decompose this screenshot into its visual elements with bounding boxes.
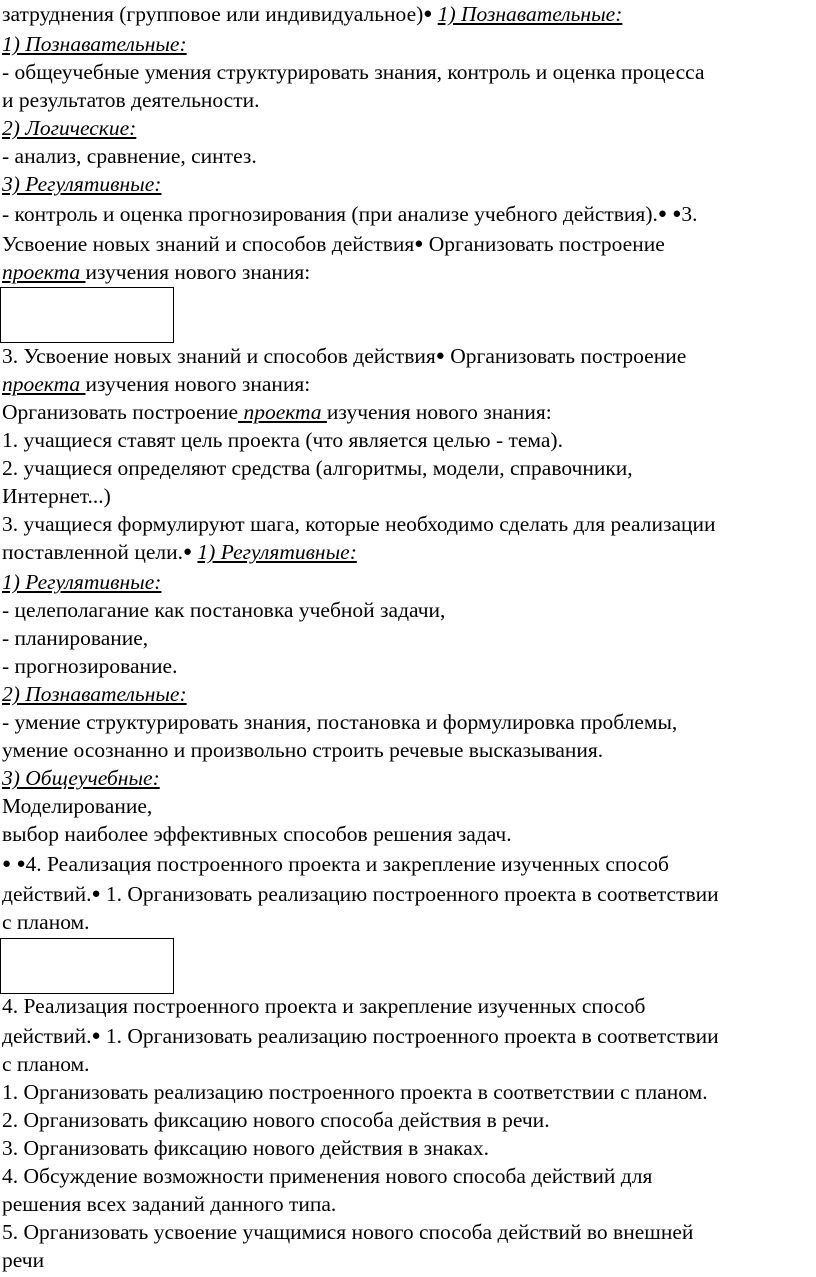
bullet-icon: ●: [182, 544, 193, 560]
section-heading: 3) Общеучебные:: [2, 766, 160, 790]
text-line: - целеполагание как постановка учебной задачи,: [2, 598, 446, 622]
text-line: 4. Обсуждение возможности применения нового способа действий для: [2, 1164, 653, 1188]
text-line: [2, 0, 622, 31]
text-line: и результатов деятельности.: [2, 88, 260, 112]
text-segment: Организовать построение: [2, 400, 239, 424]
text-line: - прогнозирование.: [2, 654, 178, 678]
text-line: Интернет...): [2, 484, 111, 508]
text-segment: поставленной цели.: [2, 540, 183, 564]
bullet-icon: ●: [435, 348, 445, 364]
bullet-icon: ●: [2, 856, 12, 872]
text-segment: 4. Реализация построенного проекта и закрепление изученных способ: [25, 852, 669, 876]
text-line: речи: [2, 1248, 45, 1272]
text-segment: изучения нового знания:: [326, 400, 552, 424]
text-line: - планирование,: [2, 626, 149, 650]
section-heading: 2) Познавательные:: [2, 682, 187, 706]
text-line: [2, 880, 719, 911]
text-line: Моделирование,: [2, 794, 153, 818]
text-line: умение осознанно и произвольно строить речевые высказывания.: [2, 738, 604, 762]
bullet-icon: ●: [423, 6, 433, 22]
text-segment: изучения нового знания:: [85, 372, 311, 396]
section-heading: 1) Познавательные:: [2, 32, 187, 56]
text-line: 2. Организовать фиксацию нового способа действия в речи.: [2, 1108, 550, 1132]
text-segment: действий.: [2, 1024, 92, 1048]
text-line: 2. учащиеся определяют средства (алгоритмы, модели, справочники,: [2, 456, 633, 480]
bullet-icon: ●: [16, 856, 26, 872]
bullet-icon: ●: [91, 886, 101, 902]
text-segment: Организовать построение: [428, 232, 665, 256]
text-segment: 1. Организовать реализацию построенного проекта в соответствии: [100, 1024, 719, 1048]
bullet-icon: ●: [91, 1028, 101, 1044]
text-line: 4. Реализация построенного проекта и закрепление изученных способ: [2, 994, 646, 1018]
text-line: [2, 258, 310, 286]
section-heading: 1) Регулятивные:: [197, 540, 357, 564]
text-line: [2, 370, 310, 398]
text-line: [2, 538, 357, 569]
text-line: [2, 230, 665, 261]
emphasis-text: проекта: [238, 400, 327, 424]
text-segment: - контроль и оценка прогнозирования (при анализе учебного действия).: [2, 202, 658, 226]
text-line: 3. Организовать фиксацию нового действия в знаках.: [2, 1136, 489, 1160]
empty-frame: [0, 287, 174, 343]
bullet-icon: ●: [657, 206, 667, 222]
emphasis-text: проекта: [2, 372, 86, 396]
text-line: [2, 850, 669, 881]
text-line: [2, 398, 552, 426]
text-line: 3. учащиеся формулируют шага, которые необходимо сделать для реализации: [2, 512, 716, 536]
text-segment: 3. Усвоение новых знаний и способов действия: [2, 344, 436, 368]
text-line: решения всех заданий данного типа.: [2, 1192, 337, 1216]
text-line: [2, 200, 697, 231]
emphasis-text: проекта: [2, 260, 86, 284]
empty-frame: [0, 938, 174, 994]
text-line: - анализ, сравнение, синтез.: [2, 144, 257, 168]
text-line: [2, 1022, 719, 1053]
text-segment: изучения нового знания:: [85, 260, 311, 284]
text-line: 1. учащиеся ставят цель проекта (что является целью - тема).: [2, 428, 563, 452]
bullet-icon: ●: [414, 236, 424, 252]
text-line: 5. Организовать усвоение учащимися нового способа действий во внешней: [2, 1220, 694, 1244]
text-segment: действий.: [2, 882, 92, 906]
text-line: с планом.: [2, 1052, 90, 1076]
text-segment: 1. Организовать реализацию построенного проекта в соответствии: [100, 882, 719, 906]
text-line: - умение структурировать знания, постановка и формулировка проблемы,: [2, 710, 678, 734]
text-segment: 3.: [681, 202, 698, 226]
section-heading: 1) Регулятивные:: [2, 570, 162, 594]
section-heading: 2) Логические:: [2, 116, 137, 140]
text-line: [2, 342, 686, 373]
text-line: - общеучебные умения структурировать знания, контроль и оценка процесса: [2, 60, 705, 84]
text-line: выбор наиболее эффективных способов решения задач.: [2, 822, 512, 846]
text-segment: Организовать построение: [450, 344, 687, 368]
text-segment: затруднения (групповое или индивидуальное): [2, 2, 424, 26]
text-segment: Усвоение новых знаний и способов действия: [2, 232, 415, 256]
text-line: 1. Организовать реализацию построенного проекта в соответствии с планом.: [2, 1080, 708, 1104]
bullet-icon: ●: [672, 206, 682, 222]
section-heading: 3) Регулятивные:: [2, 172, 162, 196]
text-line: с планом.: [2, 910, 90, 934]
section-heading: 1) Познавательные:: [437, 2, 623, 26]
